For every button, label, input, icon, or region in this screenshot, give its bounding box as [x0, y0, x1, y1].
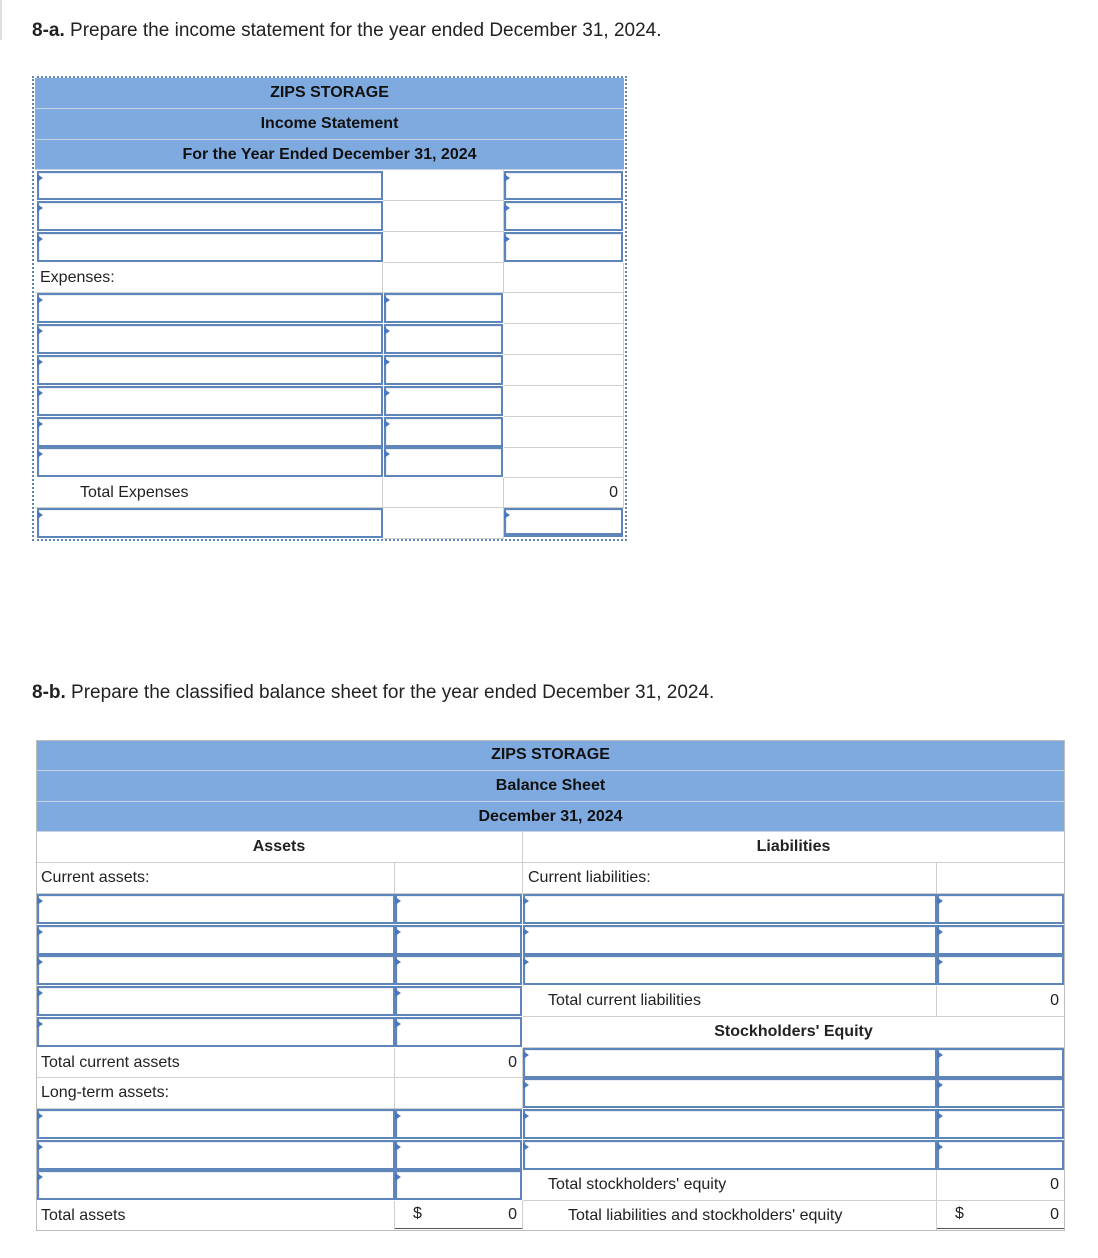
- expense-input-amount-1[interactable]: [384, 293, 503, 323]
- balance-statement-title: Balance Sheet: [36, 771, 1065, 802]
- total-current-liabilities-label: Total current liabilities: [523, 986, 937, 1017]
- income-input-amount-2[interactable]: [504, 201, 623, 231]
- long-term-asset-input-label-1[interactable]: [37, 1109, 395, 1139]
- net-income-input-amount[interactable]: [504, 508, 623, 537]
- income-input-label-2[interactable]: [37, 201, 383, 231]
- total-stockholders-equity-label: Total stockholders' equity: [523, 1170, 937, 1201]
- equity-input-label-1[interactable]: [523, 1048, 937, 1078]
- current-asset-input-amount-1[interactable]: [395, 894, 522, 924]
- current-liability-input-amount-3[interactable]: [937, 955, 1064, 985]
- current-asset-input-label-3[interactable]: [37, 955, 395, 985]
- expense-input-amount-2[interactable]: [384, 324, 503, 354]
- total-assets-currency: $: [413, 1205, 422, 1222]
- expense-input-amount-4[interactable]: [384, 386, 503, 416]
- total-liabilities-equity-value: 0: [937, 1201, 1065, 1231]
- income-empty-cell: [383, 232, 504, 263]
- income-input-label-3[interactable]: [37, 232, 383, 262]
- long-term-assets-label: Long-term assets:: [36, 1078, 395, 1109]
- balance-empty-cell: [395, 863, 523, 894]
- left-edge-bar: [0, 0, 2, 40]
- total-liabilities-equity-currency: $: [955, 1205, 964, 1222]
- income-empty-cell: [504, 263, 624, 293]
- liabilities-header: Liabilities: [523, 832, 1065, 863]
- expense-input-label-5[interactable]: [37, 417, 383, 447]
- expense-input-amount-6[interactable]: [384, 447, 503, 477]
- current-asset-input-label-1[interactable]: [37, 894, 395, 924]
- income-empty-cell: [504, 447, 624, 478]
- expense-input-label-3[interactable]: [37, 355, 383, 385]
- income-empty-cell: [504, 355, 624, 386]
- income-empty-cell: [504, 417, 624, 448]
- equity-input-label-4[interactable]: [523, 1140, 937, 1170]
- equity-input-label-2[interactable]: [523, 1078, 937, 1108]
- total-assets-label: Total assets: [36, 1201, 395, 1231]
- part-b-heading: 8-b. Prepare the classified balance sheet for the year ended December 31, 2024.: [32, 682, 715, 703]
- total-expenses-label: Total Expenses: [35, 478, 383, 508]
- equity-input-amount-2[interactable]: [937, 1078, 1064, 1108]
- long-term-asset-input-label-2[interactable]: [37, 1140, 395, 1170]
- income-input-amount-3[interactable]: [504, 232, 623, 262]
- income-company-name: ZIPS STORAGE: [35, 78, 624, 109]
- total-current-assets-value: 0: [395, 1048, 523, 1078]
- long-term-asset-input-amount-1[interactable]: [395, 1109, 522, 1139]
- income-empty-cell: [504, 293, 624, 324]
- income-empty-cell: [504, 324, 624, 355]
- current-asset-input-label-4[interactable]: [37, 986, 395, 1016]
- balance-company-name: ZIPS STORAGE: [36, 740, 1065, 771]
- total-stockholders-equity-value: 0: [937, 1170, 1065, 1201]
- assets-header: Assets: [36, 832, 523, 863]
- equity-input-amount-3[interactable]: [937, 1109, 1064, 1139]
- current-asset-input-amount-5[interactable]: [395, 1017, 522, 1047]
- current-asset-input-amount-3[interactable]: [395, 955, 522, 985]
- net-income-input-label[interactable]: [37, 508, 383, 538]
- current-asset-input-amount-2[interactable]: [395, 925, 522, 955]
- balance-empty-cell: [395, 1078, 523, 1109]
- total-assets-value: 0: [395, 1201, 523, 1231]
- long-term-asset-input-amount-2[interactable]: [395, 1140, 522, 1170]
- balance-empty-cell: [937, 863, 1065, 894]
- total-expenses-value: 0: [504, 478, 624, 508]
- long-term-asset-input-label-3[interactable]: [37, 1170, 395, 1200]
- balance-date: December 31, 2024: [36, 802, 1065, 832]
- income-statement-title: Income Statement: [35, 109, 624, 140]
- expense-input-amount-5[interactable]: [384, 417, 503, 447]
- expense-input-label-1[interactable]: [37, 293, 383, 323]
- current-liability-input-amount-2[interactable]: [937, 925, 1064, 955]
- current-liabilities-label: Current liabilities:: [523, 863, 937, 894]
- income-period: For the Year Ended December 31, 2024: [35, 140, 624, 170]
- total-liabilities-equity-label: Total liabilities and stockholders' equity: [523, 1201, 937, 1231]
- current-asset-input-label-5[interactable]: [37, 1017, 395, 1047]
- stockholders-equity-header: Stockholders' Equity: [523, 1017, 1065, 1048]
- current-liability-input-amount-1[interactable]: [937, 894, 1064, 924]
- long-term-asset-input-amount-3[interactable]: [395, 1170, 522, 1200]
- current-asset-input-amount-4[interactable]: [395, 986, 522, 1016]
- current-liability-input-label-3[interactable]: [523, 955, 937, 985]
- current-liability-input-label-1[interactable]: [523, 894, 937, 924]
- expense-input-amount-3[interactable]: [384, 355, 503, 385]
- current-liability-input-label-2[interactable]: [523, 925, 937, 955]
- expense-input-label-6[interactable]: [37, 447, 383, 477]
- equity-input-amount-4[interactable]: [937, 1140, 1064, 1170]
- income-empty-cell: [504, 386, 624, 417]
- total-current-liabilities-value: 0: [937, 986, 1065, 1017]
- income-empty-cell: [383, 170, 504, 201]
- equity-input-amount-1[interactable]: [937, 1048, 1064, 1078]
- income-input-amount-1[interactable]: [504, 171, 623, 200]
- current-asset-input-label-2[interactable]: [37, 925, 395, 955]
- expenses-label: Expenses:: [35, 263, 383, 293]
- part-a-heading: 8-a. Prepare the income statement for the year ended December 31, 2024.: [32, 20, 662, 41]
- expense-input-label-2[interactable]: [37, 324, 383, 354]
- income-empty-cell: [383, 478, 504, 508]
- current-assets-label: Current assets:: [36, 863, 395, 894]
- expense-input-label-4[interactable]: [37, 386, 383, 416]
- income-empty-cell: [383, 508, 504, 539]
- total-current-assets-label: Total current assets: [36, 1048, 395, 1078]
- income-input-label-1[interactable]: [37, 171, 383, 200]
- equity-input-label-3[interactable]: [523, 1109, 937, 1139]
- income-empty-cell: [383, 263, 504, 293]
- income-empty-cell: [383, 201, 504, 232]
